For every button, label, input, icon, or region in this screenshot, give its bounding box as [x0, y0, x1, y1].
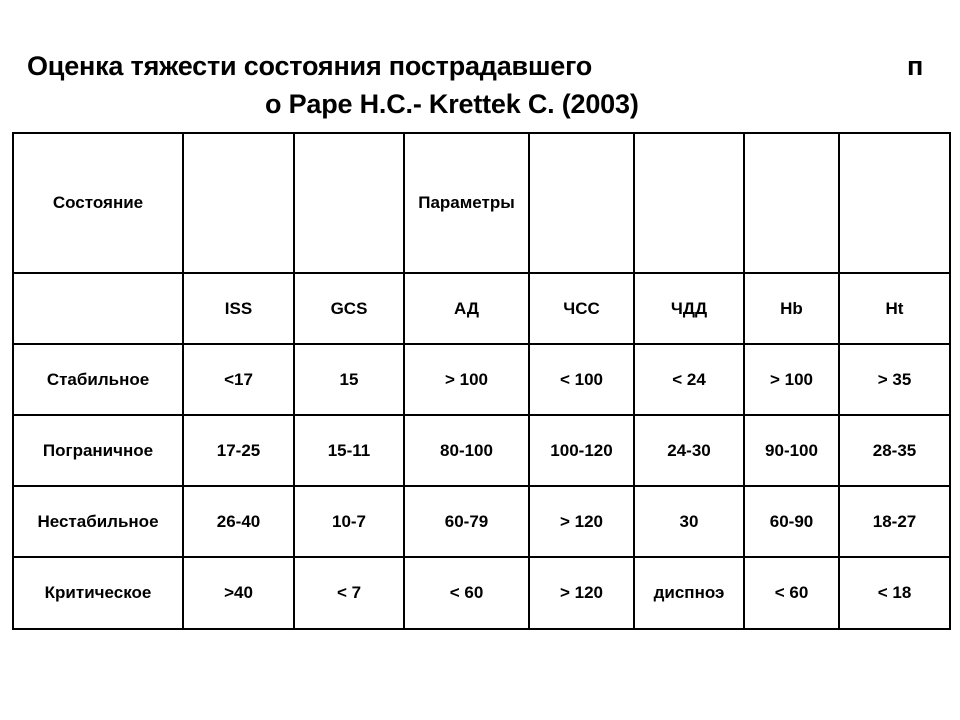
table-cell: < 24: [634, 344, 744, 415]
table-cell: > 100: [404, 344, 529, 415]
header-empty-cell: [744, 133, 839, 273]
table-cell: 26-40: [183, 486, 294, 557]
slide-title-line-1-tail: п: [907, 51, 924, 81]
table-cell: 100-120: [529, 415, 634, 486]
table-cell: 60-90: [744, 486, 839, 557]
row-state-label: Стабильное: [13, 344, 183, 415]
table-row: [13, 557, 950, 629]
table-cell: > 120: [529, 486, 634, 557]
table-cell: < 7: [294, 557, 404, 629]
table-cell: > 35: [839, 344, 950, 415]
table-row: [13, 486, 950, 557]
severity-table: [12, 132, 951, 630]
column-header-chss: ЧСС: [529, 273, 634, 344]
header-empty-cell: [183, 133, 294, 273]
table-cell: > 120: [529, 557, 634, 629]
header-empty-cell: [294, 133, 404, 273]
table-cell: 17-25: [183, 415, 294, 486]
table-cell: 18-27: [839, 486, 950, 557]
row-state-label: Нестабильное: [13, 486, 183, 557]
table-cell: <17: [183, 344, 294, 415]
table-cell: 28-35: [839, 415, 950, 486]
table-cell: >40: [183, 557, 294, 629]
table-cell: > 100: [744, 344, 839, 415]
header-empty-cell: [839, 133, 950, 273]
table-row: [13, 415, 950, 486]
column-header-row: [13, 273, 950, 344]
table-cell: < 60: [404, 557, 529, 629]
table-cell: 10-7: [294, 486, 404, 557]
column-header-ht: Ht: [839, 273, 950, 344]
table-cell: 60-79: [404, 486, 529, 557]
header-state-cell: Состояние: [13, 133, 183, 273]
table-cell: < 60: [744, 557, 839, 629]
table-cell: 24-30: [634, 415, 744, 486]
table-cell: 90-100: [744, 415, 839, 486]
row-state-label: Критическое: [13, 557, 183, 629]
table-cell: диспноэ: [634, 557, 744, 629]
table-cell: 80-100: [404, 415, 529, 486]
column-header-hb: Hb: [744, 273, 839, 344]
row-state-label: Пограничное: [13, 415, 183, 486]
slide-title-line-2: о Pape H.C.- Krettek C. (2003): [265, 89, 639, 119]
table-cell: < 18: [839, 557, 950, 629]
column-header-empty: [13, 273, 183, 344]
header-empty-cell: [634, 133, 744, 273]
table-cell: < 100: [529, 344, 634, 415]
table-cell: 15-11: [294, 415, 404, 486]
table-cell: 15: [294, 344, 404, 415]
column-header-chdd: ЧДД: [634, 273, 744, 344]
column-header-iss: ISS: [183, 273, 294, 344]
header-row: [13, 133, 950, 273]
table-cell: 30: [634, 486, 744, 557]
column-header-ad: АД: [404, 273, 529, 344]
table-row: [13, 344, 950, 415]
slide-title-line-1: Оценка тяжести состояния пострадавшего: [27, 51, 593, 81]
column-header-gcs: GCS: [294, 273, 404, 344]
header-empty-cell: [529, 133, 634, 273]
header-params-cell: Параметры: [404, 133, 529, 273]
